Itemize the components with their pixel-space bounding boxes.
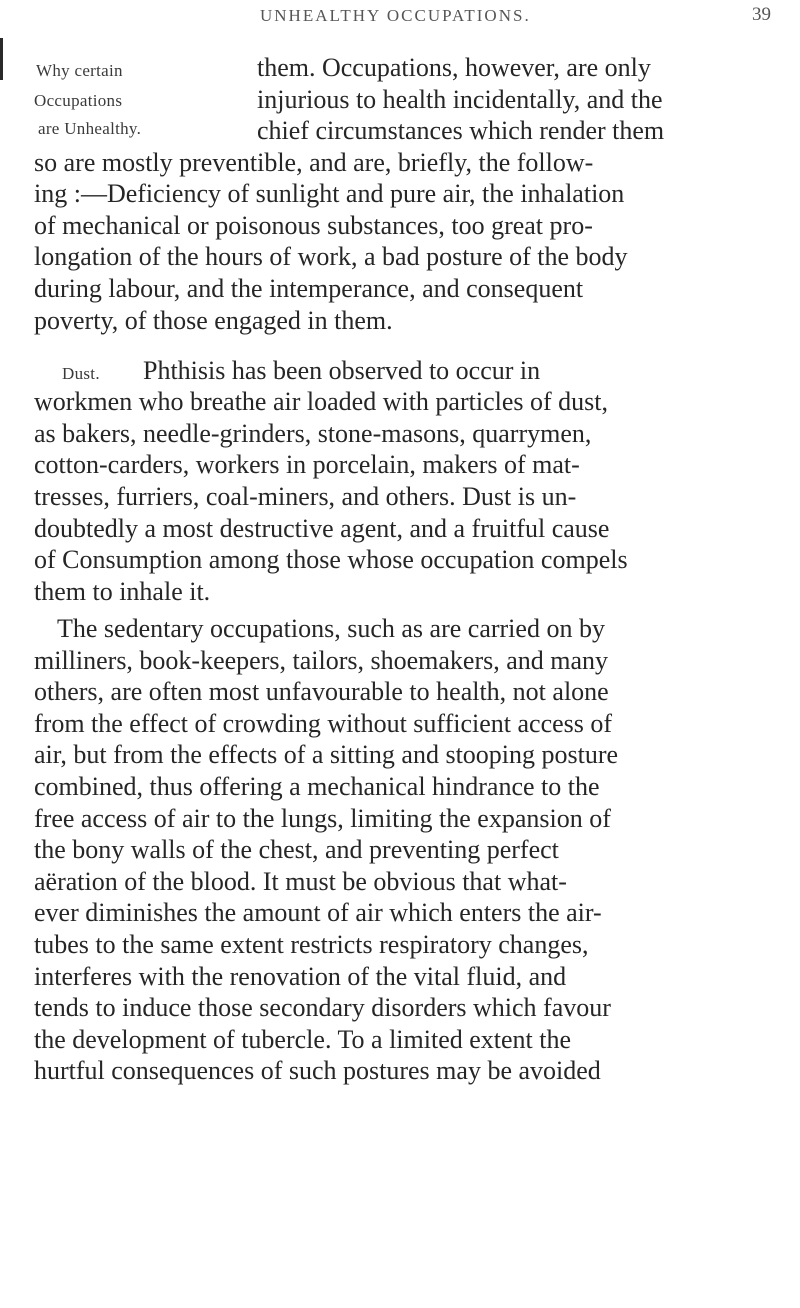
margin-note-occupations: Occupations [34, 91, 123, 110]
text-line: the bony walls of the chest, and preventing perfect [34, 835, 559, 864]
text-line: tends to induce those secondary disorders which favour [34, 993, 611, 1022]
text-line: of Consumption among those whose occupation compels [34, 545, 628, 574]
text-line: combined, thus offering a mechanical hindrance to the [34, 772, 600, 801]
text-line: free access of air to the lungs, limiting the expansion of [34, 804, 611, 833]
text-line: Phthisis has been observed to occur in [143, 356, 541, 385]
margin-note-why-certain: Why certain [36, 61, 123, 80]
page-edge-rule [0, 38, 3, 80]
text-line: during labour, and the intemperance, and consequent [34, 274, 584, 303]
text-line: hurtful consequences of such postures may be avoided [34, 1056, 601, 1085]
text-line: interferes with the renovation of the vital fluid, and [34, 962, 567, 991]
text-line: others, are often most unfavourable to health, not alone [34, 677, 609, 706]
text-line: of mechanical or poisonous substances, too great pro- [34, 211, 593, 240]
text-line: so are mostly preventible, and are, briefly, the follow- [34, 148, 594, 177]
text-line: aëration of the blood. It must be obvious that what- [34, 867, 567, 896]
text-line: ing :—Deficiency of sunlight and pure air, the inhalation [34, 179, 625, 208]
margin-note-dust: Dust. [62, 364, 100, 383]
text-line: the development of tubercle. To a limited extent the [34, 1025, 572, 1054]
text-line: workmen who breathe air loaded with particles of dust, [34, 387, 608, 416]
text-line: cotton-carders, workers in porcelain, makers of mat- [34, 450, 580, 479]
text-line: air, but from the effects of a sitting and stooping posture [34, 740, 619, 769]
text-line: tubes to the same extent restricts respiratory changes, [34, 930, 589, 959]
text-line: longation of the hours of work, a bad posture of the body [34, 242, 628, 271]
text-line: from the effect of crowding without sufficient access of [34, 709, 613, 738]
text-line: doubtedly a most destructive agent, and a fruitful cause [34, 514, 610, 543]
text-line: The sedentary occupations, such as are carried on by [57, 614, 605, 643]
text-line: ever diminishes the amount of air which enters the air- [34, 898, 602, 927]
text-line: chief circumstances which render them [257, 116, 665, 145]
text-line: injurious to health incidentally, and the [257, 85, 663, 114]
text-line: poverty, of those engaged in them. [34, 306, 393, 335]
page-number: 39 [752, 4, 771, 25]
text-line: tresses, furriers, coal-miners, and others. Dust is un- [34, 482, 577, 511]
margin-note-are-unhealthy: are Unhealthy. [38, 119, 142, 138]
running-title: UNHEALTHY OCCUPATIONS. [260, 6, 531, 25]
text-line: milliners, book-keepers, tailors, shoemakers, and many [34, 646, 609, 675]
text-line: as bakers, needle-grinders, stone-masons, quarrymen, [34, 419, 592, 448]
text-line: them to inhale it. [34, 577, 211, 606]
text-line: them. Occupations, however, are only [257, 53, 651, 82]
